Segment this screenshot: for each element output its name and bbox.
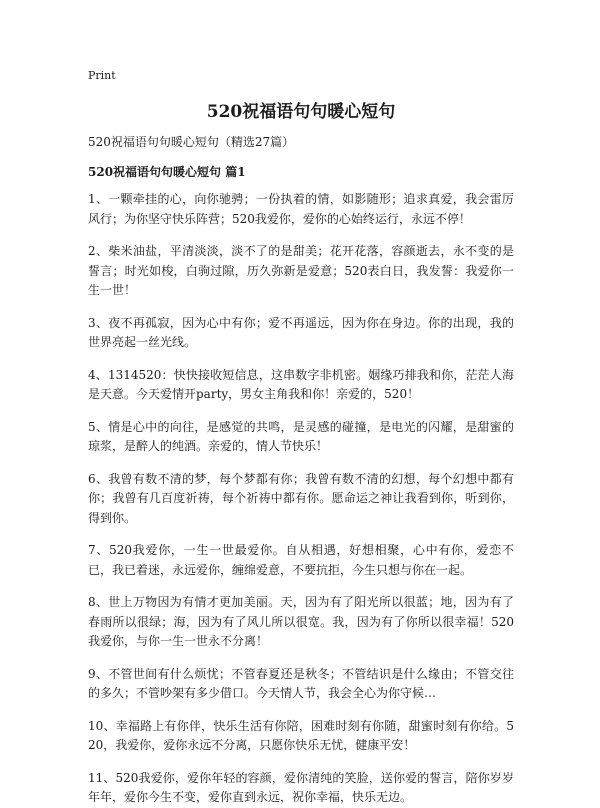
paragraph-11: 11、520我爱你，爱你年轻的容颜，爱你清纯的笑脸，送你爱的誓言，陪你岁岁年年，爱你今生不变，爱你直到永远，祝你幸福，快乐无边。 [88, 770, 514, 804]
paragraph-1: 1、一颗牵挂的心，向你驰骋；一份执着的情，如影随形；追求真爱，我会雷厉风行；为你坚守快乐阵营；520我爱你，爱你的心始终运行，永远不停！ [88, 192, 514, 226]
paragraph-6: 6、我曾有数不清的梦，每个梦都有你；我曾有数不清的幻想，每个幻想中都有你；我曾有几百度祈祷，每个祈祷中都有你。愿命运之神让我看到你，听到你，得到你。 [88, 471, 514, 525]
page-title: 520祝福语句句暖心短句 [206, 102, 396, 122]
document-subtitle: 520祝福语句句暖心短句（精选27篇） [88, 135, 295, 149]
paragraph-8: 8、世上万物因为有情才更加美丽。天，因为有了阳光所以很蓝；地，因为有了春雨所以很绿；海，因为有了风儿所以很宽。我，因为有了你所以很幸福！520我爱你，与你一生一世永不分离！ [88, 595, 514, 648]
paragraph-10: 10、幸福路上有你伴，快乐生活有你陪，困难时刻有你随，甜蜜时刻有你给。520，我爱你，爱你永远不分离，只愿你快乐无忧，健康平安！ [88, 718, 514, 752]
paragraph-7: 7、520我爱你，一生一世最爱你。自从相遇，好想相聚，心中有你，爱恋不已，我已着迷，永远爱你，缠绵爱意，不要抗拒，今生只想与你在一起。 [88, 543, 514, 577]
paragraph-2: 2、柴米油盐，平清淡淡，淡不了的是甜美；花开花落，容颜逝去，永不变的是誓言；时光如梭，白驹过隙，历久弥新是爱意；520表白日，我发誓：我爱你一生一世！ [88, 244, 514, 297]
paragraph-5: 5、情是心中的向往，是感觉的共鸣，是灵感的碰撞，是电光的闪耀，是甜蜜的琼浆，是醉人的纯酒。亲爱的，情人节快乐！ [88, 419, 514, 453]
print-link[interactable]: Print [88, 69, 116, 82]
paragraph-4: 4、1314520：快快接收短信息，这串数字非机密。姻缘巧排我和你，茫茫人海是天意。今天爱情开party，男女主角我和你！亲爱的，520！ [88, 367, 514, 401]
section-heading: 520祝福语句句暖心短句 篇1 [88, 165, 246, 179]
paragraph-3: 3、夜不再孤寂，因为心中有你；爱不再遥远，因为你在身边。你的出现，我的世界亮起一丝光线。 [88, 315, 514, 349]
paragraph-9: 9、不管世间有什么烦忧；不管春夏还是秋冬；不管结识是什么缘由；不管交往的多久；不管吵架有多少借口。今天情人节，我会全心为你守候… [88, 666, 514, 700]
